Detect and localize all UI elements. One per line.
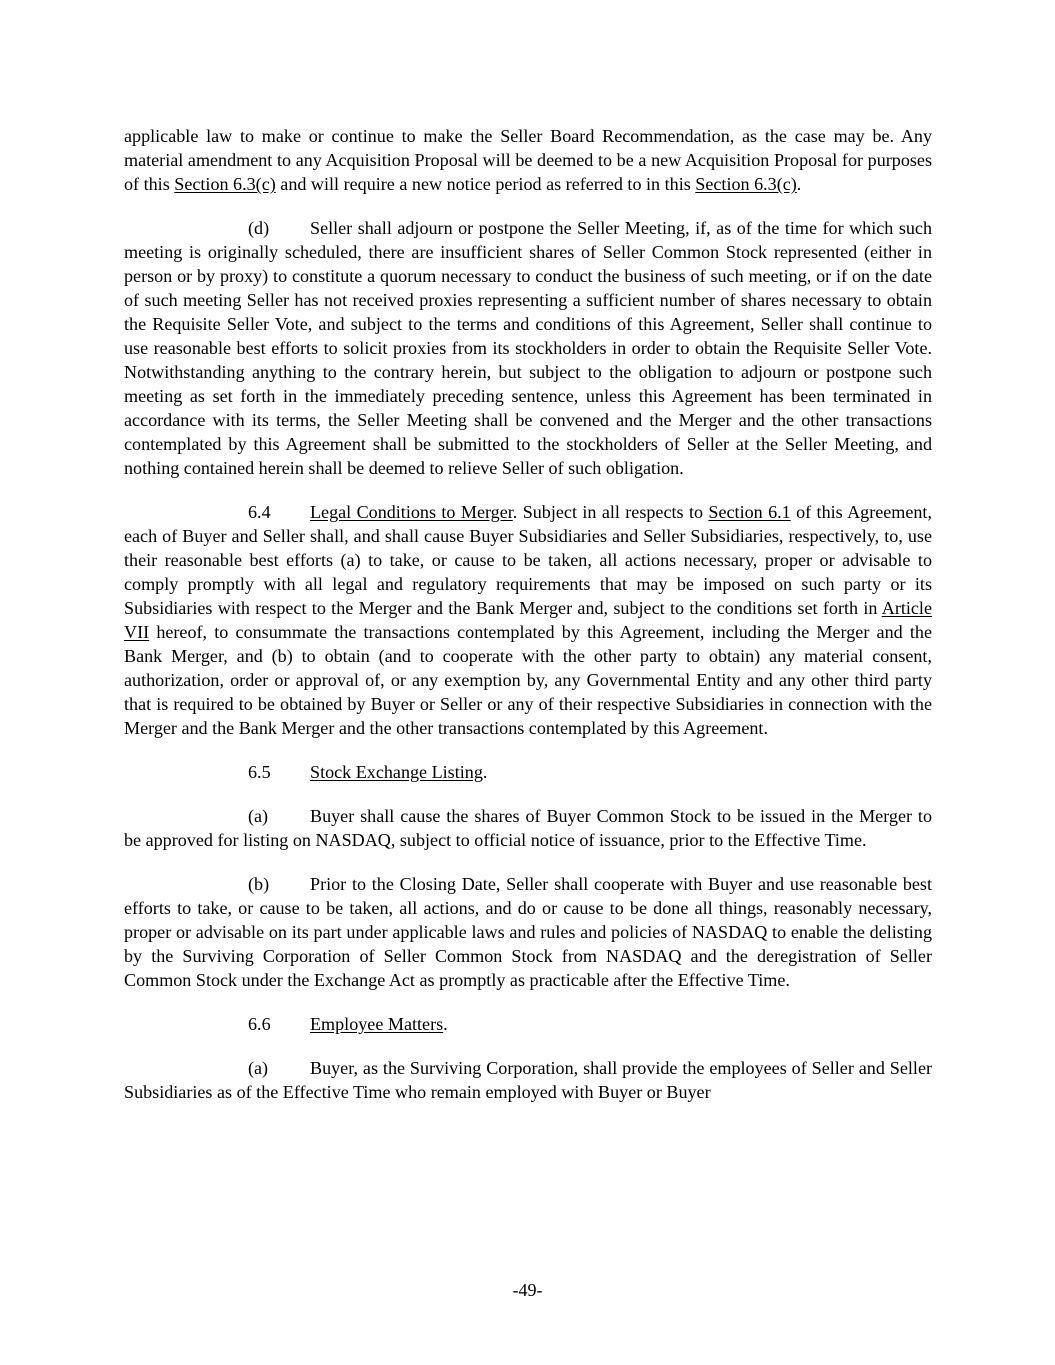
paragraph-enumerator: (a) (248, 806, 269, 826)
paragraph-enumerator: (a) (248, 1058, 269, 1078)
section-title-suffix: . (443, 1014, 448, 1034)
paragraph-text: Seller shall adjourn or postpone the Seller Meeting, if, as of the time for which such meeting is originally scheduled, there are insufficient shares of Seller Common Stock represented (either in person or by proxy) to constitute a quorum necessary to conduct the business of such meeting, or if on the date of such meeting Seller has not received proxies representing a sufficient number of shares necessary to obtain the Requisite Seller Vote, and subject to the terms and conditions of this Agreement, Seller shall continue to use reasonable best efforts to solicit proxies from its stockholders in order to obtain the Requisite Seller Vote. Notwithstanding anything to the contrary herein, but subject to the obligation to adjourn or postpone such meeting as set forth in the immediately preceding sentence, unless this Agreement has been terminated in accordance with its terms, the Seller Meeting shall be convened and the Merger and the other transactions contemplated by this Agreement shall be submitted to the stockholders of Seller at the Seller Meeting, and nothing contained herein shall be deemed to relieve Seller of such obligation. (124, 218, 932, 478)
section-6-6-paragraph-a (124, 1056, 932, 1104)
paragraph-text: and will require a new notice period as referred to in this (275, 174, 696, 194)
paragraph-text: Prior to the Closing Date, Seller shall cooperate with Buyer and use reasonable best efforts to take, or cause to be taken, all actions, and do or cause to be done all things, reasonably necessary, proper or advisable on its part under applicable laws and rules and policies of NASDAQ to enable the delisting by the Surviving Corporation of Seller Common Stock from NASDAQ and the deregistration of Seller Common Stock under the Exchange Act as promptly as practicable after the Effective Time. (124, 874, 932, 990)
section-6-5-paragraph-b (124, 872, 932, 992)
article-reference: Article VII (124, 598, 932, 642)
section-6-5-heading (124, 760, 932, 784)
paragraph-text: applicable law to make or continue to make the Seller Board Recommendation, as the case may be. Any material amendment to any Acquisition Proposal will be deemed to be a new Acquisition Proposal for purposes of this (124, 126, 932, 194)
paragraph-text: of this Agreement, each of Buyer and Seller shall, and shall cause Buyer Subsidiaries and Seller Subsidiaries, respectively, to, use their reasonable best efforts (a) to take, or cause to be taken, all actions necessary, proper or advisable to comply promptly with all legal and regulatory requirements that may be imposed on such party or its Subsidiaries with respect to the Merger and the Bank Merger and, subject to the conditions set forth in (124, 502, 932, 618)
section-title: Employee Matters (310, 1014, 444, 1034)
section-title: Legal Conditions to Merger (310, 502, 513, 522)
section-reference: Section 6.3(c) (695, 174, 797, 194)
paragraph-text: . (796, 174, 802, 194)
section-6-6-heading (124, 1012, 932, 1036)
paragraph-text: Buyer shall cause the shares of Buyer Common Stock to be issued in the Merger to be approved for listing on NASDAQ, subject to official notice of issuance, prior to the Effective Time. (124, 806, 932, 850)
document-body (124, 124, 932, 1104)
section-reference: Section 6.3(c) (174, 174, 276, 194)
section-number: 6.6 (248, 1014, 271, 1034)
paragraph-enumerator: (b) (248, 874, 270, 894)
section-number: 6.5 (248, 762, 271, 782)
page-number: -49- (512, 1280, 543, 1300)
paragraph-text: hereof, to consummate the transactions contemplated by this Agreement, including the Merger and the Bank Merger, and (b) to obtain (and to cooperate with the other party to obtain) any material consent, authorization, order or approval of, or any exemption by, any Governmental Entity and any other third party that is required to be obtained by Buyer or Seller or any of their respective Subsidiaries in connection with the Merger and the Bank Merger and the other transactions contemplated by this Agreement. (124, 622, 932, 738)
paragraph-enumerator: (d) (248, 218, 270, 238)
carryover-paragraph (124, 124, 932, 196)
section-title-suffix: . (482, 762, 488, 782)
section-number: 6.4 (248, 502, 271, 522)
section-title: Stock Exchange Listing (310, 762, 483, 782)
paragraph-text: Buyer, as the Surviving Corporation, shall provide the employees of Seller and Seller Subsidiaries as of the Effective Time who remain employed with Buyer or Buyer (124, 1058, 932, 1102)
section-6-5-paragraph-a (124, 804, 932, 852)
paragraph-d (124, 216, 932, 480)
section-reference: Section 6.1 (708, 502, 791, 522)
section-6-4 (124, 500, 932, 740)
paragraph-text: . Subject in all respects to (512, 502, 709, 522)
